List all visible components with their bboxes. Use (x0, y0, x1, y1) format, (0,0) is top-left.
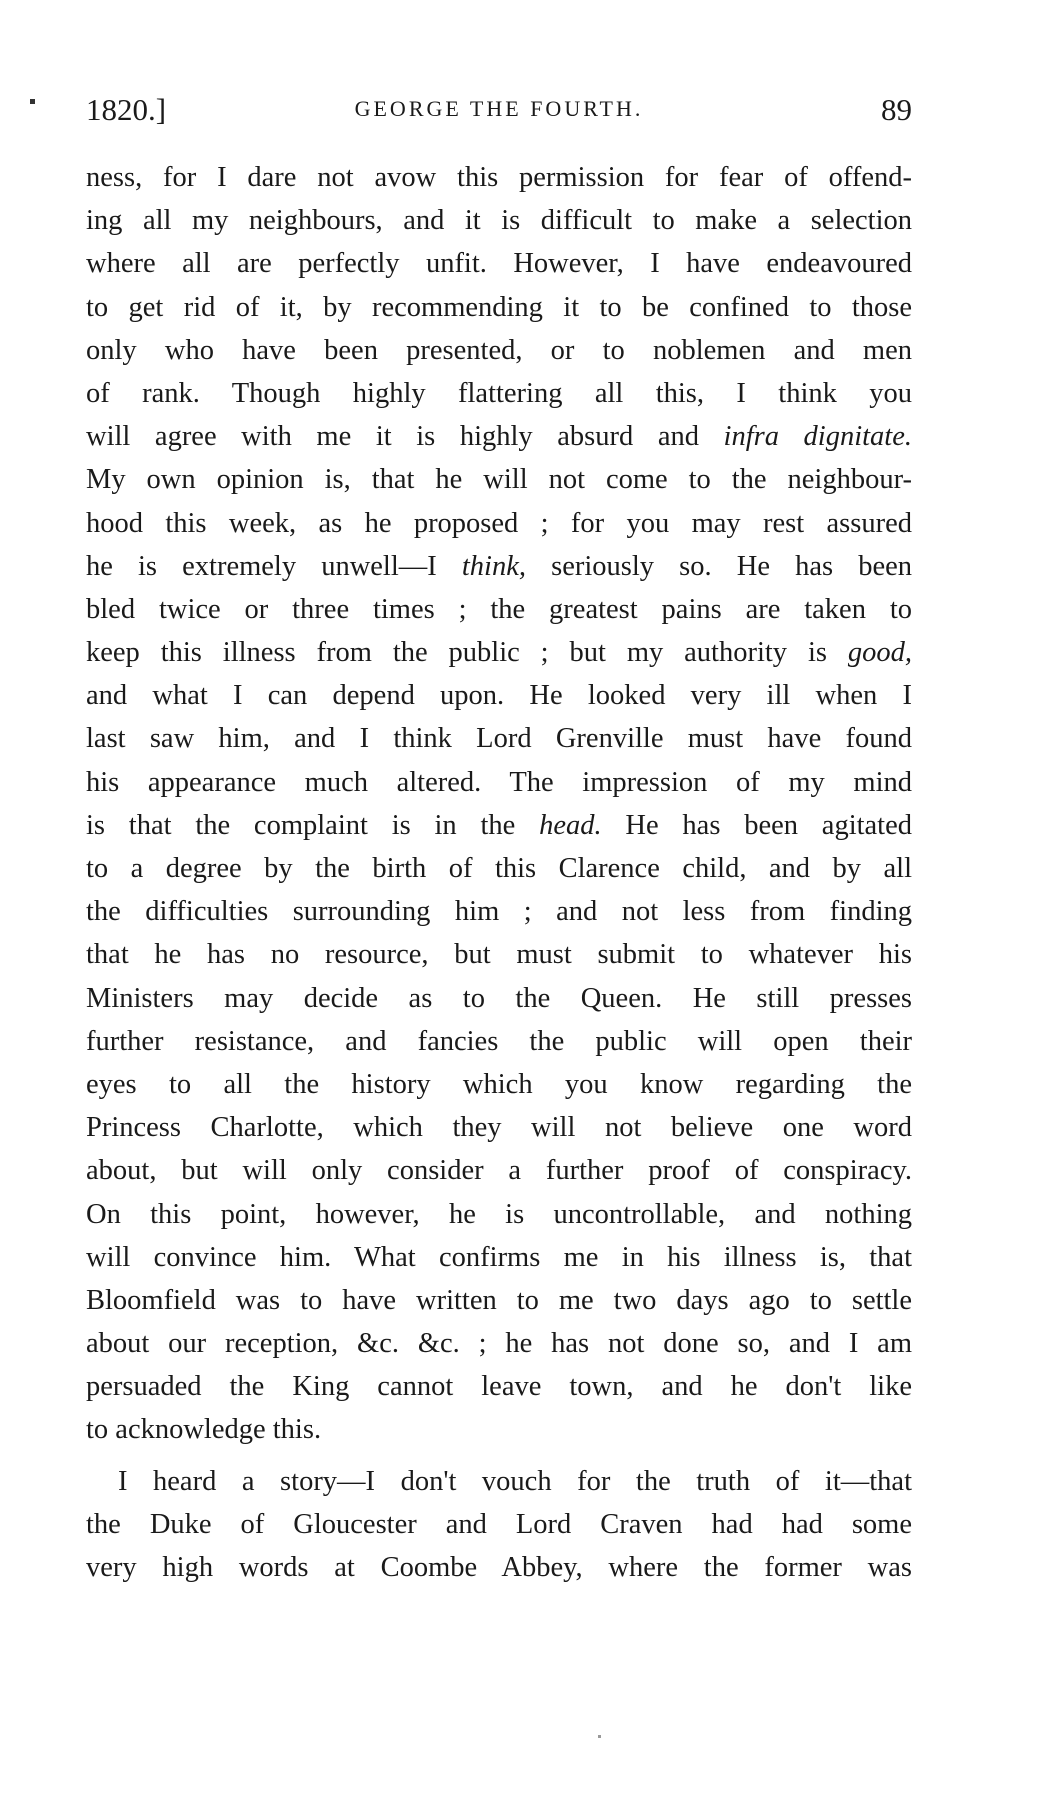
text-line: Bloomfield was to have written to me two days ago to settle (86, 1284, 912, 1316)
text-run: will agree with me it is highly absurd and (86, 421, 724, 453)
text-run: is that the complaint is in the (86, 809, 540, 841)
text-line (86, 415, 912, 458)
text-line: Princess Charlotte, which they will not believe one word (86, 1112, 912, 1144)
text-line (86, 631, 912, 674)
text-line: of rank. Though highly flattering all this, I think you (86, 377, 912, 409)
header-year: 1820.] (86, 92, 167, 127)
text-line: hood this week, as he proposed ; for you may rest assured (86, 507, 912, 539)
text-line: last saw him, and I think Lord Grenville must have found (86, 723, 912, 755)
italic-phrase: infra dignitate. (723, 421, 913, 453)
page-number: 89 (881, 92, 912, 127)
text-line: to get rid of it, by recommending it to be confined to those (86, 291, 912, 323)
text-run: seriously so. He has been (526, 550, 912, 582)
paragraph (86, 156, 912, 1452)
running-title: GEORGE THE FOURTH. (354, 96, 644, 121)
text-line: to a degree by the birth of this Clarence child, and by all (86, 853, 912, 884)
text-line: Ministers may decide as to the Queen. He still presses (86, 982, 912, 1014)
italic-phrase: think, (461, 550, 527, 582)
text-line: that he has no resource, but must submit to whatever his (86, 939, 912, 971)
body-text (86, 156, 912, 1589)
print-speck (598, 1735, 601, 1738)
text-line: ness, for I dare not avow this permission for fear of offend- (86, 162, 912, 193)
text-run: keep this illness from the public ; but my authority is (86, 637, 848, 669)
text-run: He has been agitated (601, 809, 912, 841)
text-line: further resistance, and fancies the public will open their (86, 1025, 912, 1057)
text-line: very high words at Coombe Abbey, where the former was (86, 1552, 912, 1583)
text-line: only who have been presented, or to noblemen and men (86, 334, 912, 366)
text-line: persuaded the King cannot leave town, and he don't like (86, 1371, 912, 1403)
text-line: ing all my neighbours, and it is difficult to make a selection (86, 205, 912, 237)
text-line: about, but will only consider a further proof of conspiracy. (86, 1155, 912, 1187)
margin-mark (30, 99, 35, 104)
text-line: the difficulties surrounding him ; and not less from finding (86, 896, 912, 928)
text-line: will convince him. What confirms me in his illness is, that (86, 1241, 912, 1273)
text-line: the Duke of Gloucester and Lord Craven had had some (86, 1508, 912, 1540)
text-line: where all are perfectly unfit. However, I have endeavoured (86, 248, 912, 280)
text-line: to acknowledge this. (86, 1414, 322, 1446)
text-line: and what I can depend upon. He looked very ill when I (86, 680, 912, 712)
italic-phrase: head. (539, 809, 602, 841)
text-line: I heard a story—I don't vouch for the truth of it—that (118, 1465, 912, 1497)
text-line: eyes to all the history which you know regarding the (86, 1068, 912, 1100)
paragraph (86, 1460, 912, 1590)
text-line: bled twice or three times ; the greatest pains are taken to (86, 593, 912, 625)
text-run: he is extremely unwell—I (86, 550, 462, 582)
text-line (86, 545, 912, 588)
text-line: My own opinion is, that he will not come to the neighbour- (86, 464, 912, 496)
text-line: his appearance much altered. The impression of my mind (86, 766, 912, 798)
italic-phrase: good, (847, 637, 912, 669)
text-line: On this point, however, he is uncontrollable, and nothing (86, 1198, 912, 1230)
text-line: about our reception, &c. &c. ; he has not done so, and I am (86, 1328, 912, 1360)
running-header (86, 92, 912, 132)
text-line (86, 804, 912, 847)
paragraph-spacer (86, 1452, 912, 1460)
